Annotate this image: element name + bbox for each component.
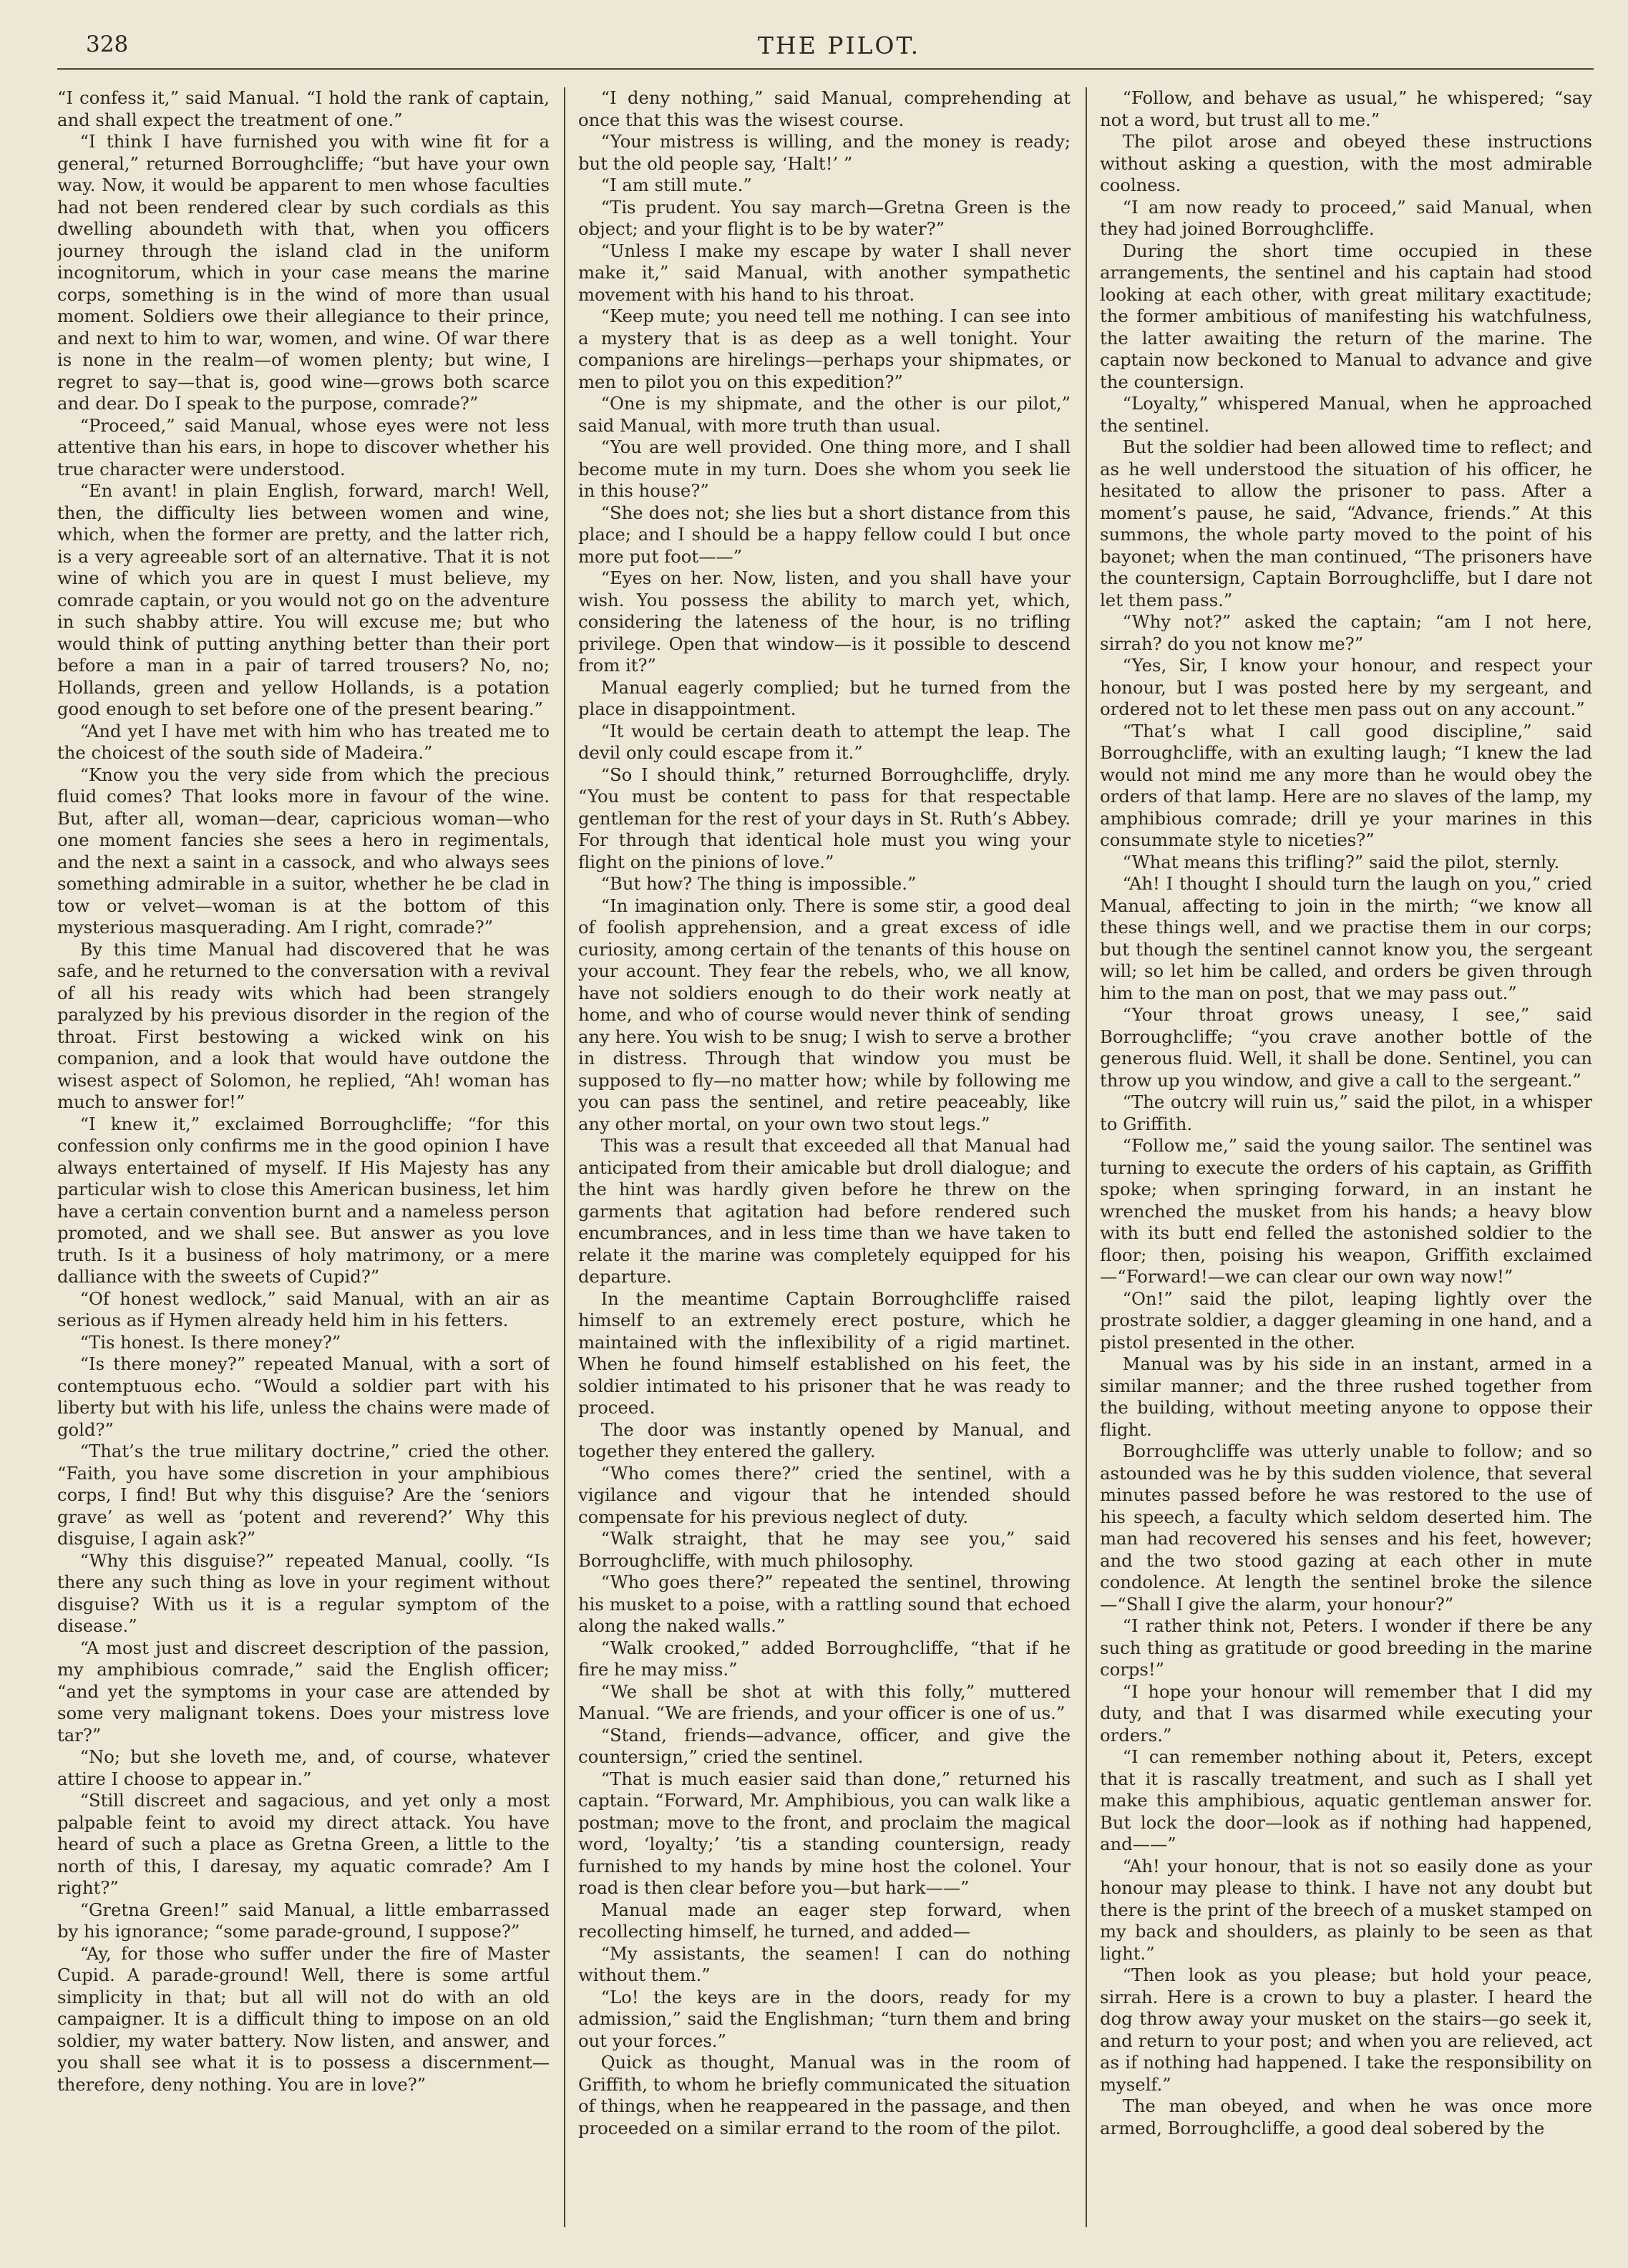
paragraph: “What means this trifling?” said the pilot, sternly. xyxy=(1122,851,1560,872)
paragraph: “Still discreet and sagacious, and yet only a most palpable feint to avoid my direct attack. You have heard of such a place as Gretna Green, a little to the north of this, I daresay, my aquatic comrade? Am I right?” xyxy=(57,1790,550,1898)
paragraph: “Ay, for those who suffer under the fire of Master Cupid. A parade-ground! Well, there is some artful simplicity in that; but all will not do with an old campaigner. It is a difficult thing to impose on an old soldier, my water battery. Now listen, and answer, and you shall see what it is to possess a discernment—therefore, deny nothing. You are in love?” xyxy=(57,1942,550,2095)
paragraph: “Of honest wedlock,” said Manual, with an air as serious as if Hymen already held him in his fetters. xyxy=(57,1288,550,1330)
paragraph: “Tis honest. Is there money?” xyxy=(79,1331,341,1353)
paragraph: “Then look as you please; but hold your peace, sirrah. Here is a crown to buy a plaster. I heard the dog throw away your musket on the stairs—go seek it, and return to your post; and when you are relieved, act as if nothing had happened. I take the responsibility on myself.” xyxy=(1100,1965,1592,2095)
text-column-1 xyxy=(57,87,550,2227)
header-rule xyxy=(57,68,1594,70)
paragraph: Borroughcliffe was utterly unable to follow; and so astounded was he by this sudden violence, that several minutes passed before he was restored to the use of his speech, a faculty which seldom deserted him. The man had recovered his senses and his feet, however; and the two stood gazing at each other in mute condolence. At length the sentinel broke the silence—“Shall I give the alarm, your honour?” xyxy=(1100,1441,1592,1615)
paragraph: “Follow, and behave as usual,” he whispered; “say not a word, but trust all to me.” xyxy=(1100,87,1592,130)
paragraph: “So I should think,” returned Borroughcliffe, dryly. “You must be content to pass for that respectable gentleman for the rest of your days in St. Ruth’s Abbey. For through that identical hole must you wing your flight on the pinions of love.” xyxy=(578,764,1071,872)
paragraph: “In imagination only. There is some stir, a good deal of foolish apprehension, and a great excess of idle curiosity, among certain of the tenants of this house on your account. They fear the rebels, who, we all know, have not soldiers enough to do their work neatly at home, and who of course would never think of sending any here. You wish to be snug; I wish to serve a brother in distress. Through that window you must be supposed to fly—no matter how; while by following me you can pass the sentinel, and retire peaceably, like any other mortal, on your own two stout legs.” xyxy=(578,895,1071,1134)
paragraph: “I rather think not, Peters. I wonder if there be any such thing as gratitude or good breeding in the marine corps!” xyxy=(1100,1615,1592,1680)
paragraph: “It would be certain death to attempt the leap. The devil only could escape from it.” xyxy=(578,720,1071,763)
paragraph: “We shall be shot at with this folly,” muttered Manual. “We are friends, and your officer is one of us.” xyxy=(578,1680,1071,1723)
paragraph: The man obeyed, and when he was once more armed, Borroughcliffe, a good deal sobered by the xyxy=(1100,2096,1592,2138)
paragraph: The pilot arose and obeyed these instructions without asking a question, with the most admirable coolness. xyxy=(1100,131,1592,195)
paragraph: “Keep mute; you need tell me nothing. I can see into a mystery that is as deep as a well tonight. Your companions are hirelings—perhaps your shipmates, or men to pilot you on this expedition?” xyxy=(578,306,1071,392)
text-column-3 xyxy=(1100,87,1592,2227)
page-number: 328 xyxy=(86,31,129,57)
paragraph: “Loyalty,” whispered Manual, when he approached the sentinel. xyxy=(1100,393,1592,436)
paragraph: “Tis prudent. You say march—Gretna Green is the object; and your flight is to be by water?” xyxy=(578,196,1071,239)
paragraph: “Walk straight, that he may see you,” said Borroughcliffe, with much philosophy. xyxy=(578,1528,1071,1571)
paragraph: “Ah! your honour, that is not so easily done as your honour may please to think. I have not any doubt but there is the print of the breech of a musket stamped on my back and shoulders, as plainly to be seen as that light.” xyxy=(1100,1855,1592,1964)
paragraph: “Stand, friends—advance, officer, and give the countersign,” cried the sentinel. xyxy=(578,1724,1071,1767)
column-divider-1 xyxy=(564,87,565,2227)
paragraph: “On!” said the pilot, leaping lightly over the prostrate soldier, a dagger gleaming in one hand, and a pistol presented in the other. xyxy=(1100,1288,1592,1353)
paragraph: “I confess it,” said Manual. “I hold the rank of captain, and shall expect the treatment of one.” xyxy=(57,87,550,130)
paragraph: “Ah! I thought I should turn the laugh on you,” cried Manual, affecting to join in the mirth; “we know all these things well, and we practise them in our corps; but though the sentinel cannot know you, the sergeant will; so let him be called, and orders be given through him to the man on post, that we may pass out.” xyxy=(1100,873,1592,1003)
paragraph: “Know you the very side from which the precious fluid comes? That looks more in favour of the wine. But, after all, woman—dear, capricious woman—who one moment fancies she sees a hero in regimentals, and the next a saint in a cassock, and who always sees something admirable in a suitor, whether he be clad in tow or velvet—woman is at the bottom of this mysterious masquerading. Am I right, comrade?” xyxy=(57,764,550,938)
paragraph: “I deny nothing,” said Manual, comprehending at once that this was the wisest course. xyxy=(578,87,1071,130)
text-column-2 xyxy=(578,87,1071,2227)
paragraph: Manual was by his side in an instant, armed in a similar manner; and the three rushed together from the building, without meeting anyone to oppose their flight. xyxy=(1100,1353,1592,1440)
paragraph: “Who goes there?” repeated the sentinel, throwing his musket to a poise, with a rattling sound that echoed along the naked walls.” xyxy=(578,1572,1071,1636)
paragraph: “That’s the true military doctrine,” cried the other. “Faith, you have some discretion in your amphibious corps, I find! But why this disguise? Are the ‘seniors grave’ as well as ‘potent and reverend?’ Why this disguise, I again ask?” xyxy=(57,1441,550,1549)
paragraph: “Lo! the keys are in the doors, ready for my admission,” said the Englishman; “turn them and bring out your forces.” xyxy=(578,1986,1071,2051)
paragraph: “One is my shipmate, and the other is our pilot,” said Manual, with more truth than usual. xyxy=(578,393,1071,436)
paragraph: “Why this disguise?” repeated Manual, coolly. “Is there any such thing as love in your regiment without disguise? With us it is a regular symptom of the disease.” xyxy=(57,1549,550,1636)
paragraph: “Proceed,” said Manual, whose eyes were not less attentive than his ears, in hope to discover whether his true character were understood. xyxy=(57,414,550,480)
paragraph: “Your mistress is willing, and the money is ready; but the old people say, ‘Halt!’ ” xyxy=(578,131,1071,174)
paragraph: “But how? The thing is impossible.” xyxy=(600,873,917,894)
paragraph: “Your throat grows uneasy, I see,” said Borroughcliffe; “you crave another bottle of the generous fluid. Well, it shall be done. Sentinel, you can throw up you window, and give a call to the sergeant.” xyxy=(1100,1004,1592,1091)
paragraph: In the meantime Captain Borroughcliffe raised himself to an extremely erect posture, which he maintained with the inflexibility of a rigid martinet. When he found himself established on his feet, the soldier intimated to his prisoner that he was ready to proceed. xyxy=(578,1288,1071,1418)
paragraph: “My assistants, the seamen! I can do nothing without them.” xyxy=(578,1942,1071,1985)
paragraph: “That is much easier said than done,” returned his captain. “Forward, Mr. Amphibious, you can walk like a postman; move to the front, and proclaim the magical word, ‘loyalty;’ ’tis a standing countersign, ready furnished to my hands by mine host the colonel. Your road is then clear before you—but hark——” xyxy=(578,1768,1071,1898)
paragraph: “Yes, Sir, I know your honour, and respect your honour, but I was posted here by my sergeant, and ordered not to let these men pass out on any account.” xyxy=(1100,655,1592,719)
paragraph: “The outcry will ruin us,” said the pilot, in a whisper to Griffith. xyxy=(1100,1091,1592,1134)
paragraph: “En avant! in plain English, forward, march! Well, then, the difficulty lies between women and wine, which, when the former are pretty, and the latter rich, is a very agreeable sort of an alternative. That it is not wine of which you are in quest I must believe, my comrade captain, or you would not go on the adventure in such shabby attire. You will excuse me; but who would think of putting anything better than their port before a man in a pair of tarred trousers? No, no; Hollands, green and yellow Hollands, is a potation good enough to set before one of the present bearing.” xyxy=(57,480,550,719)
paragraph: “Who comes there?” cried the sentinel, with a vigilance and vigour that he intended should compensate for his previous neglect of duty. xyxy=(578,1462,1071,1527)
paragraph: The door was instantly opened by Manual, and together they entered the gallery. xyxy=(578,1418,1071,1461)
paragraph: But the soldier had been allowed time to reflect; and as he well understood the situation of his officer, he hesitated to allow the prisoner to pass. After a moment’s pause, he said, “Advance, friends.” At this summons, the whole party moved to the point of his bayonet; when the man continued, “The prisoners have the countersign, Captain Borroughcliffe, but I dare not let them pass.” xyxy=(1100,437,1592,610)
paragraph: “I think I have furnished you with wine fit for a general,” returned Borroughcliffe; “but have your own way. Now, it would be apparent to men whose faculties had not been rendered clear by such cordials as this dwelling aboundeth with that, when you officers journey through the island clad in the uniform incognitorum, which in your case means the marine corps, something is in the wind of more than usual moment. Soldiers owe their allegiance to their prince, and next to him to war, women, and wine. Of war there is none in the realm—of women plenty; but wine, I regret to say—that is, good wine—grows both scarce and dear. Do I speak to the purpose, comrade?” xyxy=(57,131,550,414)
paragraph: During the short time occupied in these arrangements, the sentinel and his captain had stood looking at each other, with great military exactitude; the former ambitious of manifesting his watchfulness, the latter awaiting the return of the marine. The captain now beckoned to Manual to advance and give the countersign. xyxy=(1100,240,1592,392)
paragraph: “Unless I make my escape by water I shall never make it,” said Manual, with another sympathetic movement with his hand to his throat. xyxy=(578,240,1071,305)
paragraph: By this time Manual had discovered that he was safe, and he returned to the conversation with a revival of all his ready wits which had been strangely paralyzed by his previous disorder in the region of the throat. First bestowing a wicked wink on his companion, and a look that would have outdone the wisest aspect of Solomon, he replied, “Ah! woman has much to answer for!” xyxy=(57,938,550,1112)
text-columns xyxy=(57,87,1592,2227)
paragraph: “You are well provided. One thing more, and I shall become mute in my turn. Does she whom you seek lie in this house?” xyxy=(578,437,1071,501)
paragraph: “And yet I have met with him who has treated me to the choicest of the south side of Madeira.” xyxy=(57,720,550,763)
paragraph: “I am now ready to proceed,” said Manual, when they had joined Borroughcliffe. xyxy=(1100,196,1592,239)
column-divider-2 xyxy=(1086,87,1087,2227)
paragraph: Manual made an eager step forward, when recollecting himself, he turned, and added— xyxy=(578,1899,1071,1942)
paragraph: “Is there money?” repeated Manual, with a sort of contemptuous echo. “Would a soldier part with his liberty but with his life, unless the chains were made of gold?” xyxy=(57,1353,550,1440)
paragraph: This was a result that exceeded all that Manual had anticipated from their amicable but droll dialogue; and the hint was hardly given before he threw on the garments that agitation had before rendered such encumbrances, and in less time than we have taken to relate it the marine was completely equipped for his departure. xyxy=(578,1135,1071,1287)
paragraph: “Eyes on her. Now, listen, and you shall have your wish. You possess the ability to march yet, which, considering the lateness of the hour, is no trifling privilege. Open that window—is it possible to descend from it?” xyxy=(578,568,1071,676)
paragraph: “She does not; she lies but a short distance from this place; and I should be a happy fellow could I but once more put foot——” xyxy=(578,502,1071,567)
paragraph: “I hope your honour will remember that I did my duty, and that I was disarmed while executing your orders.” xyxy=(1100,1680,1592,1746)
paragraph: “I am still mute.” xyxy=(600,175,752,195)
paragraph: “I can remember nothing about it, Peters, except that it is rascally treatment, and such as I shall yet make this amphibious, aquatic gentleman answer for. But lock the door—look as if nothing had happened, and——” xyxy=(1100,1746,1592,1854)
page-header xyxy=(86,31,1592,67)
paragraph: “I knew it,” exclaimed Borroughcliffe; “for this confession only confirms me in the good opinion I have always entertained of myself. If His Majesty has any particular wish to close this American business, let him have a certain convention burnt and a nameless person promoted, and we shall see. But answer as you love truth. Is it a business of holy matrimony, or a mere dalliance with the sweets of Cupid?” xyxy=(57,1113,550,1287)
paragraph: “Gretna Green!” said Manual, a little embarrassed by his ignorance; “some parade-ground, I suppose?” xyxy=(57,1899,550,1942)
paragraph: “That’s what I call good discipline,” said Borroughcliffe, with an exulting laugh; “I knew the lad would not mind me any more than he would obey the orders of that lamp. Here are no slaves of the lamp, my amphibious comrade; drill ye your marines in this consummate style to niceties?” xyxy=(1100,720,1592,850)
running-title: THE PILOT. xyxy=(757,31,921,59)
paragraph: “No; but she loveth me, and, of course, whatever attire I choose to appear in.” xyxy=(57,1746,550,1789)
paragraph: Quick as thought, Manual was in the room of Griffith, to whom he briefly communicated the situation of things, when he reappeared in the passage, and then proceeded on a similar errand to the room of the pilot. xyxy=(578,2052,1071,2138)
paragraph: “Why not?” asked the captain; “am I not here, sirrah? do you not know me?” xyxy=(1100,611,1592,654)
paragraph: Manual eagerly complied; but he turned from the place in disappointment. xyxy=(578,676,1071,719)
paragraph: “A most just and discreet description of the passion, my amphibious comrade,” said the English officer; “and yet the symptoms in your case are attended by some very malignant tokens. Does your mistress love tar?” xyxy=(57,1637,550,1746)
paragraph: “Follow me,” said the young sailor. The sentinel was turning to execute the orders of his captain, as Griffith spoke; when springing forward, in an instant he wrenched the musket from his hands; a heavy blow with its butt end felled the astonished soldier to the floor; then, poising his weapon, Griffith exclaimed—“Forward!—we can clear our own way now!” xyxy=(1100,1135,1592,1287)
paragraph: “Walk crooked,” added Borroughcliffe, “that if he fire he may miss.” xyxy=(578,1637,1071,1680)
